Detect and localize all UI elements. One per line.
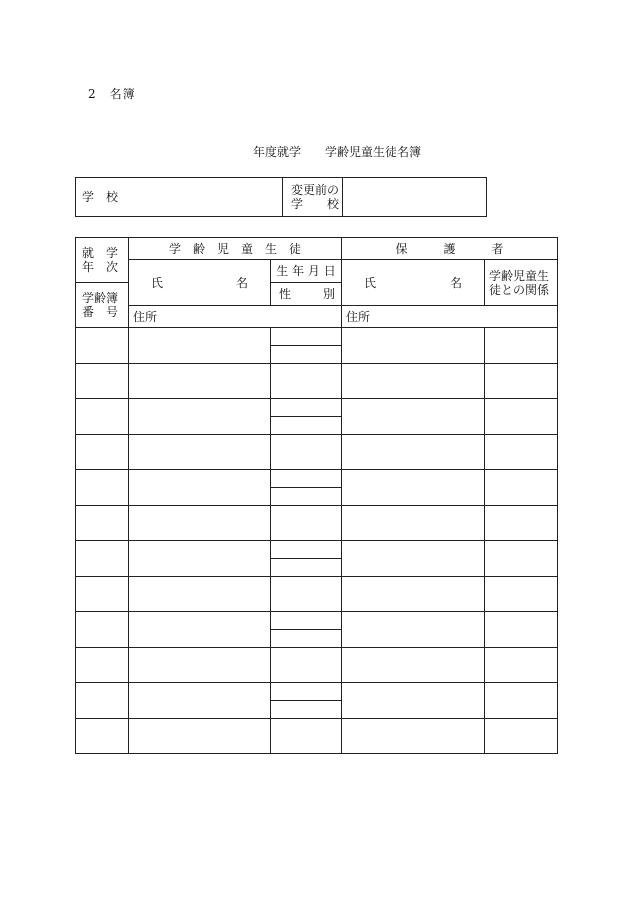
entry-relationship-cell[interactable] — [485, 541, 558, 577]
entry-birthdate-cell[interactable] — [271, 328, 342, 346]
entry-student-name-cell[interactable] — [129, 577, 271, 612]
entry-student-name-cell[interactable] — [129, 719, 271, 754]
entry-relationship-cell[interactable] — [485, 328, 558, 364]
document-title: 年度就学 学齢児童生徒名簿 — [253, 145, 422, 159]
entry-birthdate-cell[interactable] — [271, 541, 342, 559]
entry-birthdate-cell[interactable] — [271, 435, 342, 453]
entry-student-name-cell[interactable] — [129, 612, 271, 648]
entry-relationship-cell[interactable] — [485, 435, 558, 470]
entry-student-name-cell[interactable] — [129, 435, 271, 470]
guardian-name-label-b: 名 — [450, 275, 463, 290]
entry-birthdate-cell[interactable] — [271, 648, 342, 666]
entry-year-register-cell[interactable] — [76, 399, 129, 435]
relationship-header — [485, 260, 558, 306]
entry-year-register-cell[interactable] — [76, 648, 129, 683]
entry-birthdate-cell[interactable] — [271, 612, 342, 630]
school-table — [75, 177, 487, 217]
student-name-header — [129, 260, 271, 306]
enrollment-year-header — [76, 238, 129, 283]
gender-header — [271, 283, 342, 306]
register-number-header — [76, 283, 129, 328]
table-row — [76, 399, 558, 417]
guardian-header: 保 護 者 — [342, 238, 558, 260]
entry-guardian-name-cell[interactable] — [342, 683, 485, 719]
entry-guardian-name-cell[interactable] — [342, 612, 485, 648]
table-row — [76, 683, 558, 701]
entry-year-register-cell[interactable] — [76, 683, 129, 719]
entry-year-register-cell[interactable] — [76, 612, 129, 648]
relationship-label-line1: 学齢児童生 — [489, 268, 550, 283]
entry-year-register-cell[interactable] — [76, 541, 129, 577]
entry-year-register-cell[interactable] — [76, 470, 129, 506]
entry-guardian-name-cell[interactable] — [342, 364, 485, 399]
entry-gender-cell[interactable] — [271, 417, 342, 435]
entry-gender-cell[interactable] — [271, 594, 342, 612]
entry-gender-cell[interactable] — [271, 346, 342, 364]
entry-guardian-name-cell[interactable] — [342, 577, 485, 612]
entry-guardian-name-cell[interactable] — [342, 719, 485, 754]
entry-year-register-cell[interactable] — [76, 506, 129, 541]
school-label-cell — [76, 178, 283, 217]
previous-school-label-cell — [283, 178, 343, 217]
register-number-line2: 番 号 — [82, 305, 119, 319]
guardian-name-header — [342, 260, 485, 306]
entry-guardian-name-cell[interactable] — [342, 399, 485, 435]
previous-school-label-line2: 学 校 — [291, 197, 340, 211]
table-row — [76, 719, 558, 737]
student-name-label-b: 名 — [235, 275, 248, 290]
entry-student-name-cell[interactable] — [129, 470, 271, 506]
entry-relationship-cell[interactable] — [485, 470, 558, 506]
roster-body — [76, 328, 558, 754]
entry-relationship-cell[interactable] — [485, 612, 558, 648]
entry-birthdate-cell[interactable] — [271, 364, 342, 382]
table-row — [76, 577, 558, 595]
entry-relationship-cell[interactable] — [485, 648, 558, 683]
entry-relationship-cell[interactable] — [485, 506, 558, 541]
birthdate-header: 生 年 月 日 — [271, 260, 342, 283]
student-address-header: 住所 — [129, 306, 342, 328]
gender-label-a: 性 — [279, 287, 292, 301]
entry-gender-cell[interactable] — [271, 736, 342, 754]
entry-guardian-name-cell[interactable] — [342, 506, 485, 541]
relationship-label-line2: 徒との関係 — [489, 282, 550, 297]
guardian-name-label-a: 氏 — [364, 275, 377, 290]
section-heading: 2 名簿 — [88, 87, 136, 101]
entry-gender-cell[interactable] — [271, 523, 342, 541]
entry-gender-cell[interactable] — [271, 381, 342, 399]
entry-gender-cell[interactable] — [271, 630, 342, 648]
entry-birthdate-cell[interactable] — [271, 683, 342, 701]
table-row — [76, 328, 558, 346]
table-row — [76, 364, 558, 382]
guardian-address-header: 住所 — [342, 306, 558, 328]
entry-student-name-cell[interactable] — [129, 328, 271, 364]
entry-relationship-cell[interactable] — [485, 577, 558, 612]
roster-table — [75, 237, 558, 754]
table-row — [76, 612, 558, 630]
entry-birthdate-cell[interactable] — [271, 399, 342, 417]
entry-gender-cell[interactable] — [271, 701, 342, 719]
table-row — [76, 648, 558, 666]
entry-birthdate-cell[interactable] — [271, 577, 342, 595]
entry-birthdate-cell[interactable] — [271, 470, 342, 488]
gender-label-b: 別 — [323, 287, 336, 301]
previous-school-value[interactable] — [343, 178, 487, 217]
entry-guardian-name-cell[interactable] — [342, 648, 485, 683]
entry-year-register-cell[interactable] — [76, 719, 129, 754]
entry-student-name-cell[interactable] — [129, 683, 271, 719]
entry-gender-cell[interactable] — [271, 452, 342, 470]
entry-guardian-name-cell[interactable] — [342, 435, 485, 470]
entry-year-register-cell[interactable] — [76, 435, 129, 470]
entry-year-register-cell[interactable] — [76, 577, 129, 612]
entry-birthdate-cell[interactable] — [271, 719, 342, 737]
table-row — [76, 541, 558, 559]
entry-guardian-name-cell[interactable] — [342, 541, 485, 577]
entry-student-name-cell[interactable] — [129, 648, 271, 683]
enrollment-year-line1: 就 学 — [82, 246, 119, 260]
entry-relationship-cell[interactable] — [485, 719, 558, 754]
student-name-label-a: 氏 — [151, 275, 164, 290]
register-number-line1: 学齢簿 — [82, 291, 119, 305]
school-label: 学 校 — [82, 190, 119, 204]
entry-student-name-cell[interactable] — [129, 506, 271, 541]
entry-student-name-cell[interactable] — [129, 364, 271, 399]
previous-school-label-line1: 変更前の — [291, 183, 340, 197]
entry-birthdate-cell[interactable] — [271, 506, 342, 524]
entry-relationship-cell[interactable] — [485, 399, 558, 435]
entry-gender-cell[interactable] — [271, 488, 342, 506]
entry-relationship-cell[interactable] — [485, 364, 558, 399]
student-header: 学 齢 児 童 生 徒 — [129, 238, 342, 260]
entry-relationship-cell[interactable] — [485, 683, 558, 719]
table-row — [76, 470, 558, 488]
entry-year-register-cell[interactable] — [76, 364, 129, 399]
entry-gender-cell[interactable] — [271, 665, 342, 683]
table-row — [76, 435, 558, 453]
entry-student-name-cell[interactable] — [129, 541, 271, 577]
entry-guardian-name-cell[interactable] — [342, 470, 485, 506]
entry-year-register-cell[interactable] — [76, 328, 129, 364]
table-row — [76, 506, 558, 524]
enrollment-year-line2: 年 次 — [82, 260, 119, 274]
entry-gender-cell[interactable] — [271, 559, 342, 577]
entry-student-name-cell[interactable] — [129, 399, 271, 435]
entry-guardian-name-cell[interactable] — [342, 328, 485, 364]
